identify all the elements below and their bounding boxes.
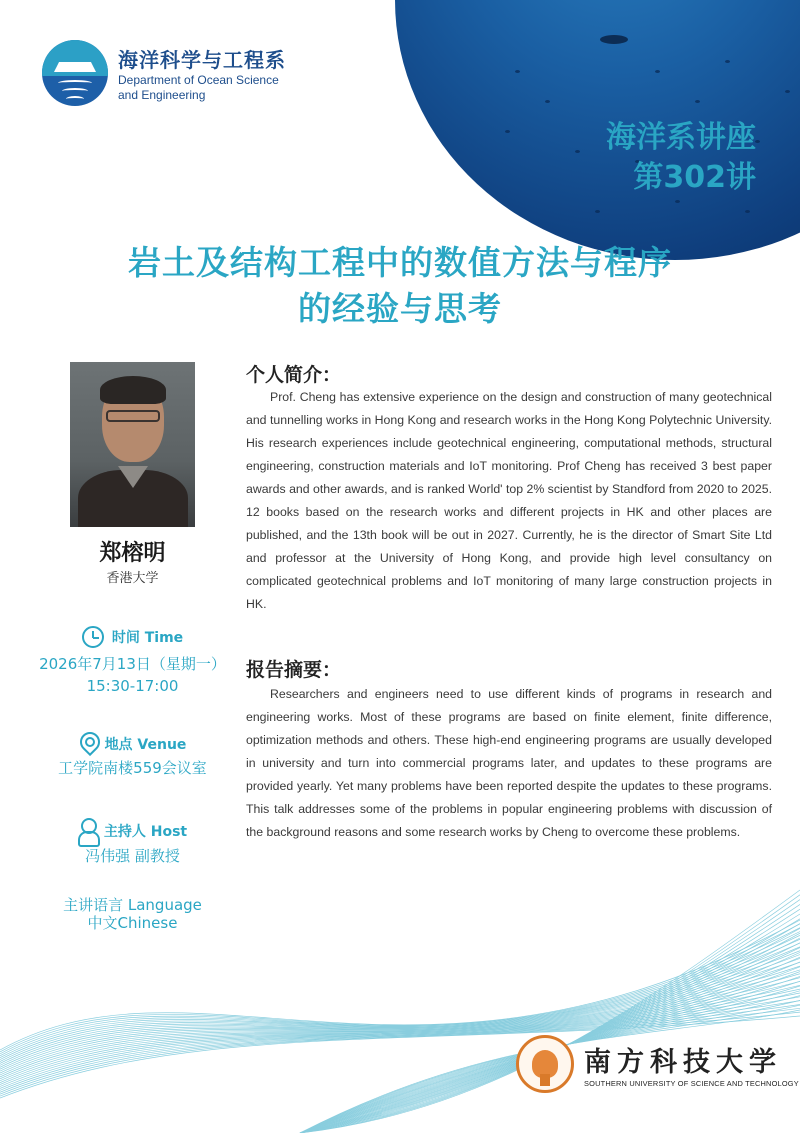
university-logo — [516, 1035, 799, 1093]
university-name-cn: 南方科技大学 — [584, 1047, 782, 1078]
location-pin-icon — [79, 732, 97, 756]
series-name: 海洋系讲座 — [606, 120, 756, 155]
host-label: 主持人 Host — [103, 824, 188, 840]
abstract-text: Researchers and engineers need to use different kinds of programs in research and engineering works. Most of these programs are based on finite element, finite difference, optimization methods and others. These high-end engineering programs are usually developed in university and turn into commercial programs later, and updates to these programs are provided yearly. Yet many problems have been reported despite the updates to these programs. This talk addresses some of the problems in popular engineering problems with discussion of the background reasons and some research works by Cheng to overcome these problems. — [246, 687, 772, 839]
department-name-en-2: and Engineering — [118, 87, 206, 102]
abstract-heading: 报告摘要： — [246, 659, 342, 681]
host-block — [30, 818, 235, 866]
department-logo — [42, 40, 286, 106]
venue-label: 地点 Venue — [104, 737, 187, 753]
wave-lines-decoration — [0, 880, 800, 1133]
title-line-1: 岩土及结构工程中的数值方法与程序 — [128, 243, 672, 282]
department-name-cn: 海洋科学与工程系 — [118, 47, 286, 72]
bio-heading: 个人简介： — [246, 364, 342, 386]
venue-block — [30, 732, 235, 778]
language-value: 中文Chinese — [87, 914, 178, 932]
clock-icon — [82, 626, 104, 648]
university-name-en: SOUTHERN UNIVERSITY OF SCIENCE AND TECHNOLOGY — [584, 1079, 799, 1088]
person-icon — [78, 818, 96, 844]
host-value: 冯伟强 副教授 — [85, 847, 180, 865]
speaker-affiliation: 香港大学 — [106, 571, 159, 586]
time-label: 时间 Time — [111, 630, 184, 646]
venue-value: 工学院南楼559会议室 — [58, 759, 207, 777]
speaker-photo — [70, 362, 195, 527]
time-date: 2026年7月13日（星期一） — [39, 655, 226, 673]
time-hours: 15:30-17:00 — [86, 677, 179, 695]
series-number: 第302讲 — [633, 160, 756, 195]
lecture-series — [606, 118, 756, 198]
speaker-name: 郑榕明 — [99, 541, 166, 566]
university-seal-icon — [516, 1035, 574, 1093]
ship-logo-icon — [42, 40, 108, 106]
lecture-title — [0, 240, 800, 332]
department-name-en-1: Department of Ocean Science — [118, 72, 279, 87]
language-label: 主讲语言 Language — [63, 896, 202, 914]
time-block — [30, 626, 235, 696]
bio-text: Prof. Cheng has extensive experience on the design and construction of many geotechnical and tunnelling works in Hong Kong and research works in the Hong Kong Polytechnic University. His research experiences include geotechnical engineering, computational methods, structural engineering, construction materials and IoT monitoring. Prof Cheng has received 3 best paper awards and other awards, and is ranked World' top 2% scientist by Standford from 2020 to 2025. 12 books based on the research works and different projects in HK and other places are published, and the 13th book will be out in 2027. Currently, he is the director of Smart Site Ltd and professor at the University of Hong Kong, and provide high level consultancy on complicated geotechnical problems and IoT monitoring of many large construction projects in HK. — [246, 390, 772, 611]
title-line-2: 的经验与思考 — [298, 289, 502, 328]
fish-graphic — [600, 35, 628, 44]
